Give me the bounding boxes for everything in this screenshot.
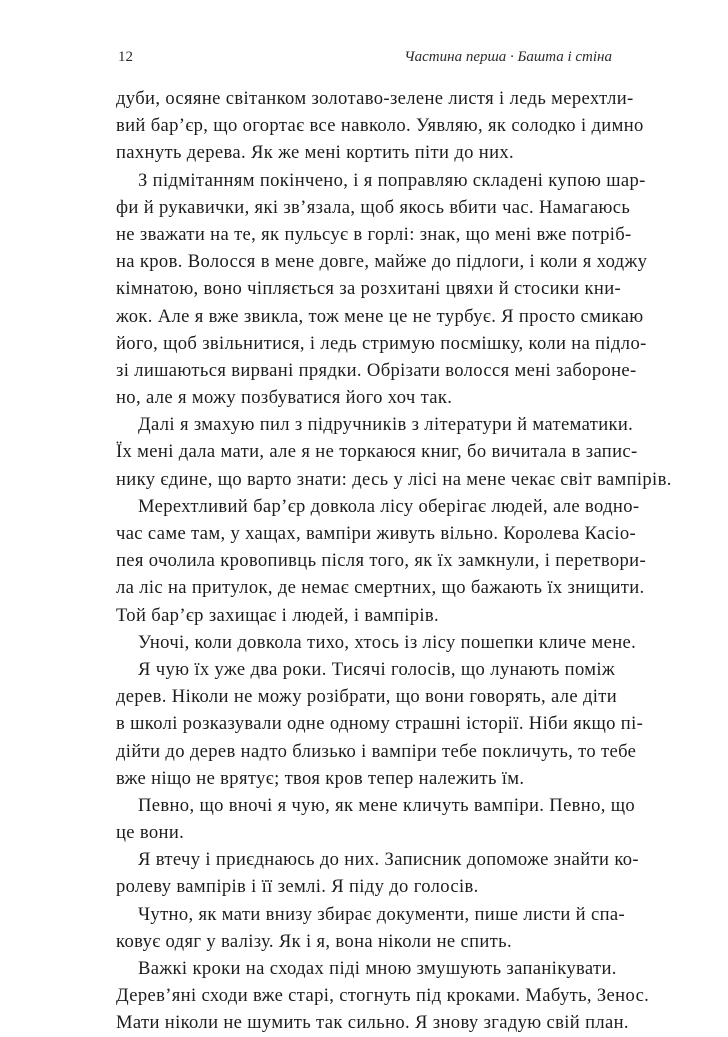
text-line: ла ліс на притулок, де немає смертних, що бажають їх знищити. xyxy=(116,577,645,599)
text-line: пея очолила кровопивць після того, як їх замкнули, і перетвори- xyxy=(116,550,646,572)
text-line: ролеву вампірів і її землі. Я піду до голосів. xyxy=(116,876,479,898)
text-line: Уночі, коли довкола тихо, хтось із лісу пошепки кличе мене. xyxy=(138,631,637,653)
text-line: З підмітанням покінчено, і я поправляю складені купою шар- xyxy=(138,169,646,191)
text-line: Далі я змахую пил з підручників з літератури й математики. xyxy=(138,414,634,436)
running-title: Частина перша · Башта і стіна xyxy=(404,49,612,65)
text-line: зі лишаються вирвані прядки. Обрізати волосся мені заборонe- xyxy=(116,359,637,381)
page-header xyxy=(118,46,612,68)
text-line: Дерев’яні сходи вже старі, стогнуть під кроками. Мабуть, Зенос. xyxy=(116,985,650,1007)
text-line: його, щоб звільнитися, і ледь стримую посмішку, коли на підло- xyxy=(116,332,647,354)
text-line: Чутно, як мати внизу збирає документи, пише листи й спа- xyxy=(138,903,626,925)
text-line: в школі розказували одне одному страшні історії. Ніби якщо пі- xyxy=(116,713,644,735)
text-line: вже ніщо не врятує; твоя кров тепер належить їм. xyxy=(116,767,525,789)
text-line: нику єдине, що варто знати: десь у лісі на мене чекає світ вампірів. xyxy=(116,468,672,490)
text-line: кімнатою, воно чіпляється за розхитані цвяхи й стосики кни- xyxy=(116,278,622,300)
text-line: Мерехтливий бар’єр довкола лісу оберігає людей, але водно- xyxy=(138,495,640,517)
text-line: Важкі кроки на сходах піді мною змушують запанікувати. xyxy=(138,958,617,979)
text-line: фи й рукавички, які зв’язала, щоб якось вбити час. Намагаюсь xyxy=(116,196,631,218)
text-line: вий бар’єр, що огортає все навколо. Уявляю, як солодко і димно xyxy=(116,115,644,137)
text-line: на кров. Волосся в мене довге, майже до підлоги, і коли я ходжу xyxy=(116,251,648,273)
page-number: 12 xyxy=(118,49,133,65)
text-line: не зважати на те, як пульсує в горлі: знак, що мені вже потріб- xyxy=(116,223,632,245)
text-line: час саме там, у хащах, вампіри живуть вільно. Королева Касіо- xyxy=(116,523,637,544)
text-line: Я чую їх уже два роки. Тисячі голосів, що лунають поміж xyxy=(138,658,616,680)
text-line: це вони. xyxy=(116,822,185,844)
text-line: дерев. Ніколи не можу розібрати, що вони говорять, але діти xyxy=(116,686,618,708)
text-line: жок. Але я вже звикла, тож мене це не турбує. Я просто смикаю xyxy=(116,305,644,327)
text-line: дійти до дерев надто близько і вампіри тебе покличуть, то тебе xyxy=(116,740,637,762)
text-line: Певно, що вночі я чую, як мене кличуть вампіри. Певно, що xyxy=(138,794,636,816)
text-line: дуби, осяяне світанком золотаво-зелене листя і ледь мерехтли- xyxy=(116,88,634,109)
text-line: Їх мені дала мати, але я не торкаюся книг, бо вичитала в запис- xyxy=(116,441,638,463)
text-line: Я втечу і приєднаюсь до них. Записник допоможе знайти ко- xyxy=(138,849,639,871)
text-line: но, але я можу позбуватися його хоч так. xyxy=(116,387,453,409)
text-line: пахнуть дерева. Як же мені кортить піти до них. xyxy=(116,142,515,164)
text-line: ковує одяг у валізу. Як і я, вона ніколи не спить. xyxy=(116,930,512,952)
text-line: Мати ніколи не шумить так сильно. Я знову згадую свій план. xyxy=(116,1012,629,1034)
body-text xyxy=(116,85,672,1037)
text-line: Той бар’єр захищає і людей, і вампірів. xyxy=(116,604,440,626)
